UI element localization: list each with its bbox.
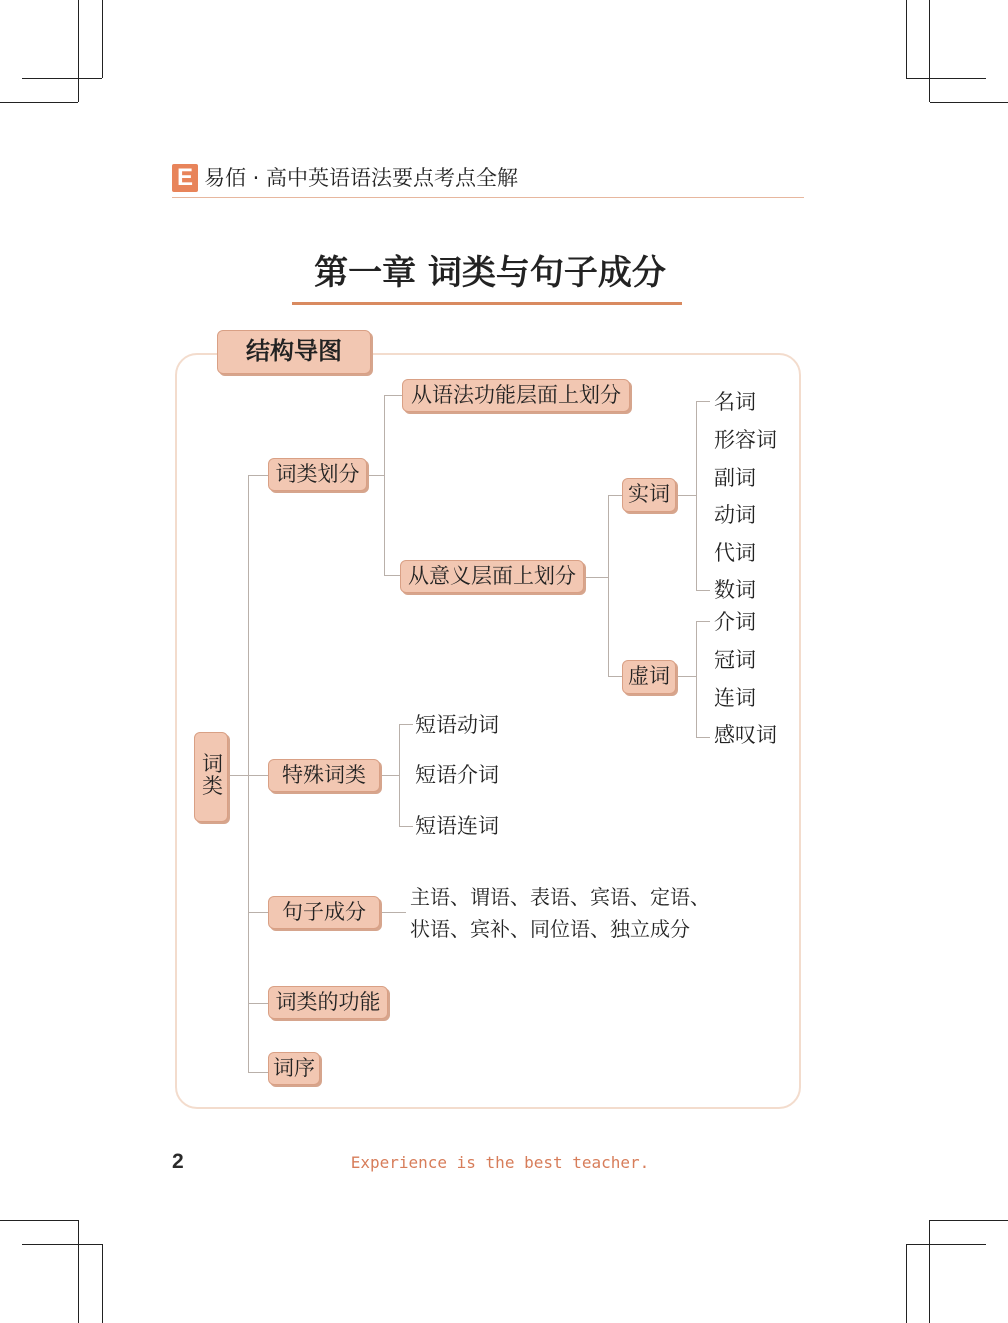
root-node: 词类: [194, 732, 228, 822]
leaf-function-word: 冠词: [714, 648, 756, 672]
leaf-content-word: 副词: [714, 466, 756, 490]
page-number: 2: [172, 1150, 184, 1173]
node-word-class-function: 词类的功能: [268, 986, 388, 1019]
node-grammar-function: 从语法功能层面上划分: [402, 379, 630, 412]
footer-tagline: Experience is the best teacher.: [350, 1153, 650, 1172]
leaf-function-word: 连词: [714, 686, 756, 710]
section-label: 结构导图: [217, 330, 371, 374]
header-divider: [172, 197, 804, 198]
leaf-content-word: 代词: [714, 541, 756, 565]
book-logo: E: [172, 164, 198, 192]
node-function-words: 虚词: [622, 660, 676, 694]
chapter-title-underline: [292, 302, 682, 305]
node-word-class-division: 词类划分: [268, 458, 367, 491]
leaf-special-word: 短语连词: [415, 814, 499, 838]
node-meaning: 从意义层面上划分: [400, 560, 584, 593]
leaf-function-word: 介词: [714, 610, 756, 634]
leaf-content-word: 名词: [714, 390, 756, 414]
leaf-special-word: 短语介词: [415, 763, 499, 787]
book-title: 易佰 · 高中英语语法要点考点全解: [204, 166, 519, 190]
sentence-parts-line-1: 主语、谓语、表语、宾语、定语、: [410, 885, 710, 909]
node-content-words: 实词: [622, 478, 676, 512]
leaf-content-word: 动词: [714, 503, 756, 527]
node-sentence-parts: 句子成分: [268, 896, 380, 929]
leaf-content-word: 形容词: [714, 428, 777, 452]
sentence-parts-line-2: 状语、宾补、同位语、独立成分: [410, 917, 690, 941]
node-word-order: 词序: [268, 1052, 320, 1085]
leaf-content-word: 数词: [714, 578, 756, 602]
node-special-word-class: 特殊词类: [268, 759, 380, 792]
leaf-special-word: 短语动词: [415, 713, 499, 737]
chapter-title: 第一章 词类与句子成分: [314, 253, 666, 293]
leaf-function-word: 感叹词: [714, 723, 777, 747]
